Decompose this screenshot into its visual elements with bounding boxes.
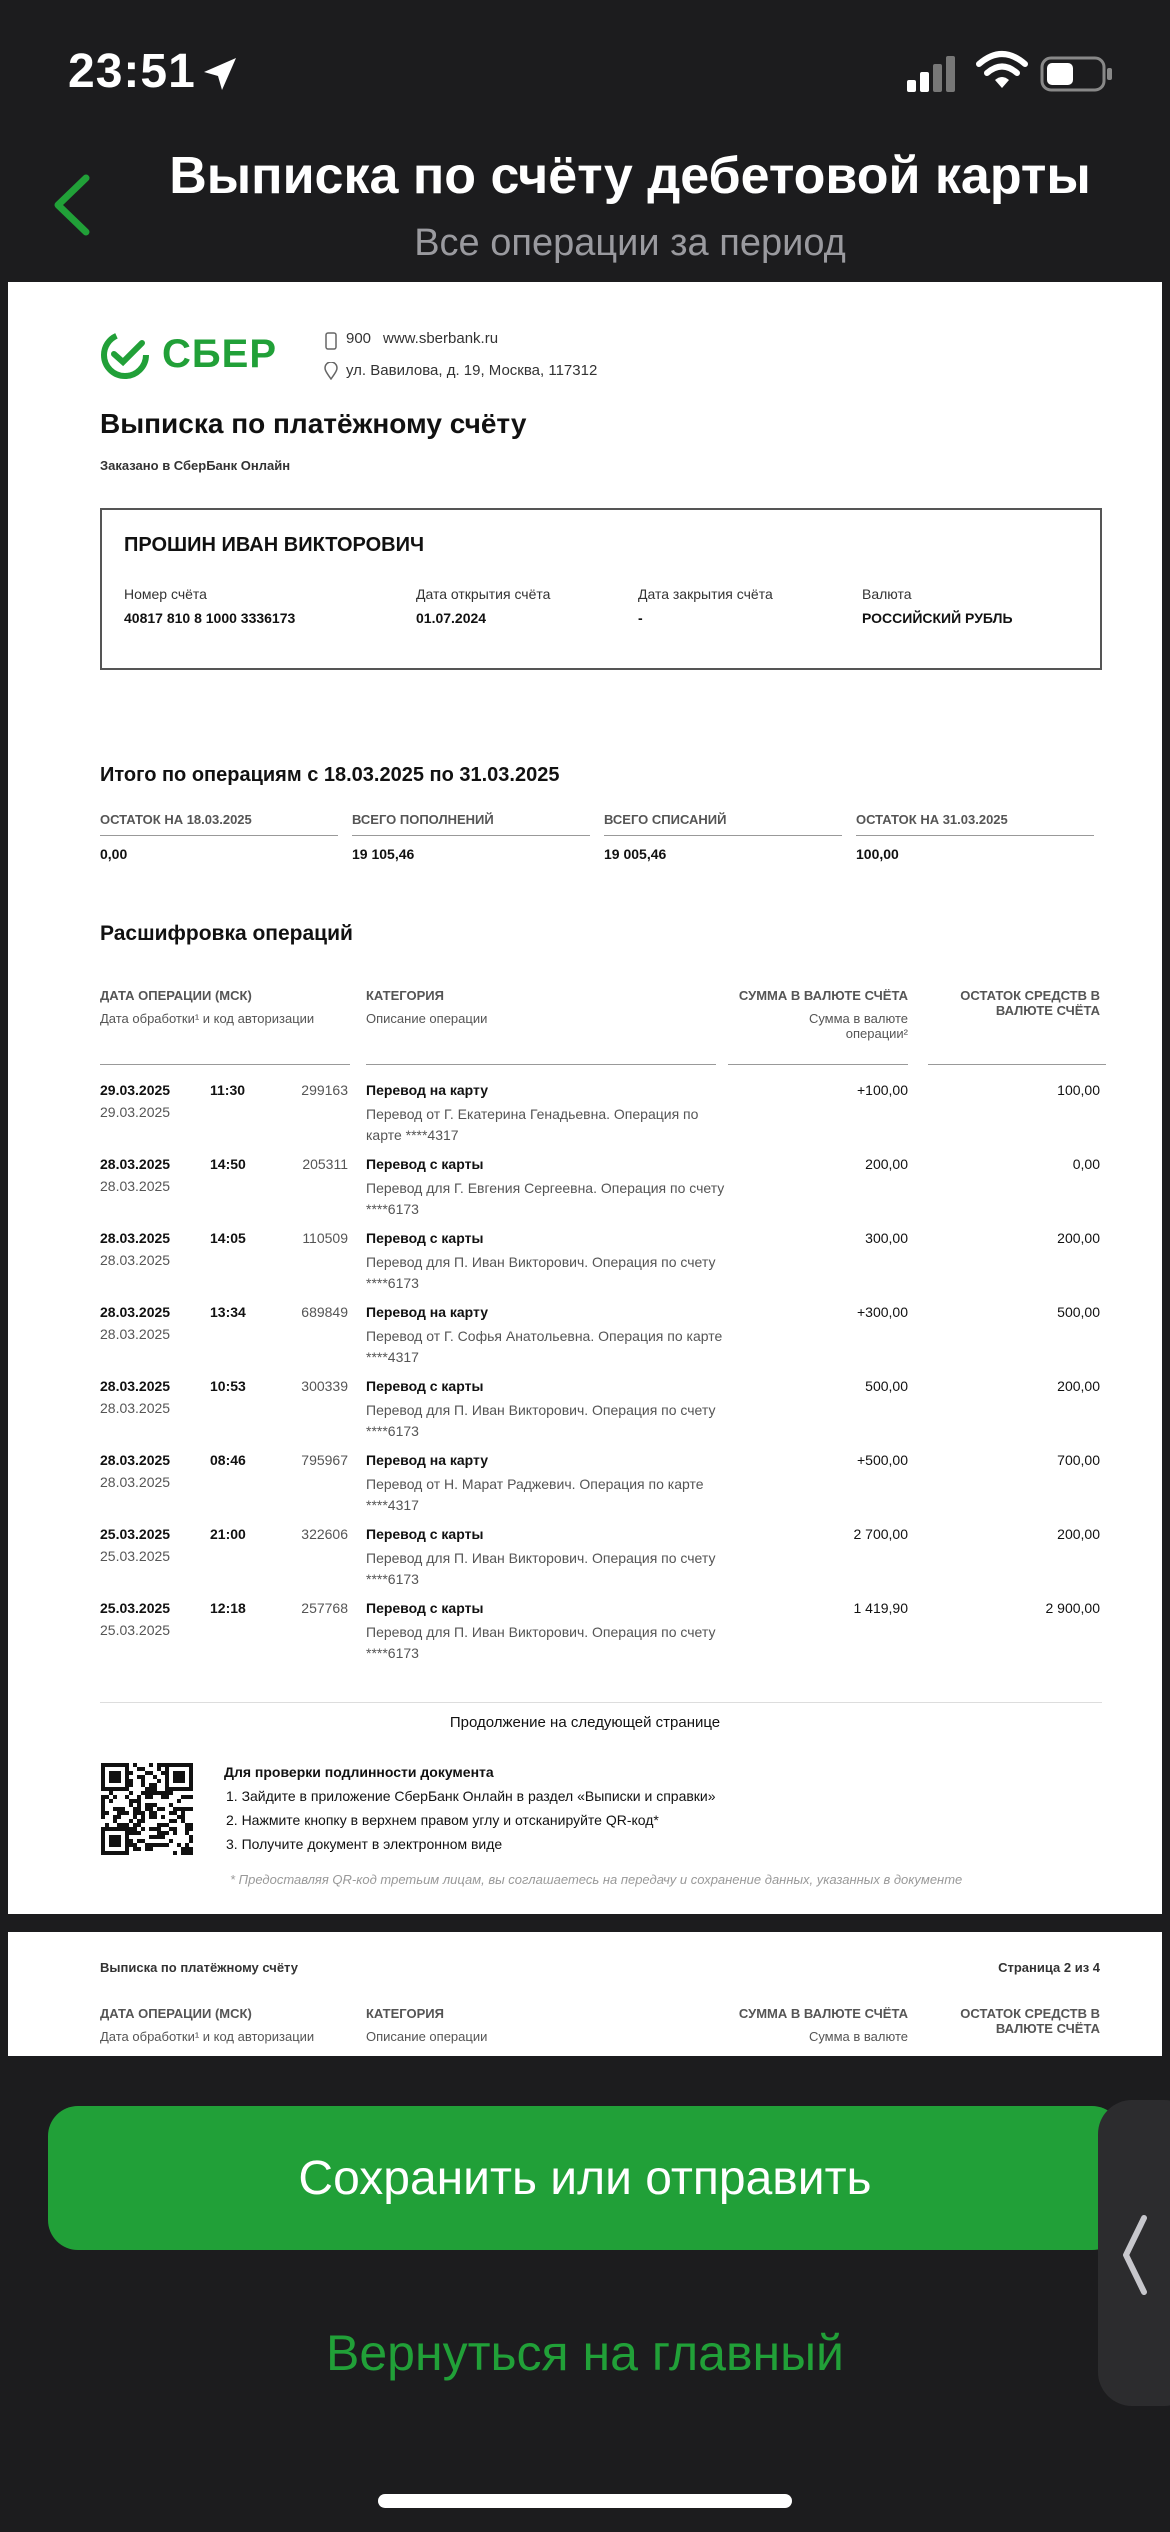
header-balance: ОСТАТОК СРЕДСТВ В ВАЛЮТЕ СЧЁТА	[960, 2006, 1100, 2036]
table-row	[8, 1452, 1162, 1526]
operation-amount: 500,00	[865, 1378, 908, 1394]
operation-category: Перевод на карту	[366, 1304, 489, 1320]
operation-processed-date: 28.03.2025	[100, 1178, 171, 1194]
operation-amount: +500,00	[857, 1452, 908, 1468]
verify-step: 1. Зайдите в приложение СберБанк Онлайн в раздел «Выписки и справки»	[226, 1788, 716, 1804]
operation-description: Перевод для П. Иван Викторович. Операция по счету ****6173	[366, 1624, 716, 1661]
operation-amount: 300,00	[865, 1230, 908, 1246]
operation-description: Перевод для П. Иван Викторович. Операция по счету ****6173	[366, 1550, 716, 1587]
operation-date: 28.03.2025	[100, 1452, 171, 1468]
wifi-icon	[975, 50, 1029, 92]
statement-document-page-2[interactable]	[8, 1932, 1162, 2056]
operation-time: 14:50	[210, 1156, 246, 1172]
battery-icon	[1040, 54, 1114, 94]
operation-processed-date: 29.03.2025	[100, 1104, 171, 1120]
table-row	[8, 1304, 1162, 1378]
operation-date: 28.03.2025	[100, 1378, 171, 1394]
operation-category: Перевод с карты	[366, 1600, 484, 1616]
operation-balance: 500,00	[1057, 1304, 1100, 1320]
table-row	[8, 1378, 1162, 1452]
save-or-send-button[interactable]: Сохранить или отправить	[48, 2106, 1122, 2250]
header-divider	[928, 1064, 1106, 1065]
bank-address: ул. Вавилова, д. 19, Москва, 117312	[346, 362, 598, 379]
operation-date: 28.03.2025	[100, 1304, 171, 1320]
bank-website: www.sberbank.ru	[383, 330, 499, 347]
account-info-box	[100, 508, 1102, 670]
document-title: Выписка по платёжному счёту	[100, 408, 527, 439]
totals-withdrawals: ВСЕГО СПИСАНИЙ 19 005,46	[604, 812, 842, 862]
operation-auth-code: 300339	[301, 1378, 348, 1394]
operation-category: Перевод с карты	[366, 1526, 484, 1542]
totals-title: Итого по операциям с 18.03.2025 по 31.03.2025	[100, 764, 560, 786]
operation-balance: 200,00	[1057, 1230, 1100, 1246]
operation-time: 21:00	[210, 1526, 246, 1542]
operation-category: Перевод на карту	[366, 1082, 489, 1098]
account-open-date: Дата открытия счёта 01.07.2024	[416, 586, 551, 626]
header-category: КАТЕГОРИЯ Описание операции	[366, 2006, 488, 2044]
signal-icon	[905, 54, 961, 94]
operation-balance: 100,00	[1057, 1082, 1100, 1098]
brand-name: СБЕР	[162, 332, 277, 376]
operation-balance: 0,00	[1072, 1156, 1100, 1172]
operation-processed-date: 28.03.2025	[100, 1252, 171, 1268]
page-title: Выписка по счёту дебетовой карты	[169, 147, 1091, 205]
operation-date: 28.03.2025	[100, 1156, 171, 1172]
operation-date: 25.03.2025	[100, 1600, 171, 1616]
operation-auth-code: 205311	[302, 1156, 348, 1172]
operation-description: Перевод для Г. Евгения Сергеевна. Операция по счету ****6173	[366, 1180, 725, 1217]
home-indicator	[378, 2494, 792, 2508]
sber-logo-icon	[100, 330, 150, 380]
verify-note: * Предоставляя QR-код третьим лицам, вы соглашаетесь на передачу и сохранение данных, указанных в документе	[230, 1872, 963, 1887]
continue-notice: Продолжение на следующей странице	[449, 1714, 721, 1731]
divider	[100, 1702, 1102, 1703]
operation-category: Перевод с карты	[366, 1156, 484, 1172]
operation-time: 08:46	[210, 1452, 246, 1468]
operation-amount: 2 700,00	[853, 1526, 908, 1542]
table-row	[8, 1156, 1162, 1230]
document-ordered-via: Заказано в СберБанк Онлайн	[100, 458, 291, 473]
operation-description: Перевод от Н. Марат Раджевич. Операция по карте ****4317	[366, 1476, 704, 1513]
verify-step: 2. Нажмите кнопку в верхнем правом углу и отсканируйте QR-код*	[226, 1812, 659, 1828]
operation-auth-code: 299163	[301, 1082, 348, 1098]
operation-processed-date: 28.03.2025	[100, 1474, 171, 1490]
table-row	[8, 1526, 1162, 1600]
qr-code-icon	[100, 1762, 194, 1856]
verify-title: Для проверки подлинности документа	[224, 1764, 494, 1780]
page2-page-number: Страница 2 из 4	[998, 1960, 1100, 1975]
table-row	[8, 1230, 1162, 1304]
table-row	[8, 1082, 1162, 1156]
status-bar	[0, 0, 1170, 140]
operation-date: 29.03.2025	[100, 1082, 171, 1098]
totals-deposits: ВСЕГО ПОПОЛНЕНИЙ 19 105,46	[352, 812, 590, 862]
totals-closing-balance: ОСТАТОК НА 31.03.2025 100,00	[856, 812, 1094, 862]
operation-amount: +100,00	[857, 1082, 908, 1098]
chevron-left-icon	[1120, 2210, 1150, 2300]
header-date: ДАТА ОПЕРАЦИИ (МСК) Дата обработки¹ и код авторизации	[100, 2006, 315, 2044]
operation-processed-date: 25.03.2025	[100, 1622, 171, 1638]
operation-time: 12:18	[210, 1600, 246, 1616]
location-pin-icon	[324, 362, 338, 380]
operation-balance: 200,00	[1057, 1526, 1100, 1542]
operation-description: Перевод от Г. Софья Анатольевна. Операция по карте ****4317	[366, 1328, 723, 1365]
account-owner: ПРОШИН ИВАН ВИКТОРОВИЧ	[124, 534, 425, 556]
account-number: Номер счёта 40817 810 8 1000 3336173	[124, 586, 296, 626]
account-close-date: Дата закрытия счёта -	[638, 586, 773, 626]
operation-time: 11:30	[210, 1082, 246, 1098]
operation-amount: +300,00	[857, 1304, 908, 1320]
operation-time: 10:53	[210, 1378, 246, 1394]
header-divider	[100, 1064, 350, 1065]
operation-amount: 200,00	[865, 1156, 908, 1172]
totals-opening-balance: ОСТАТОК НА 18.03.2025 0,00	[100, 812, 338, 862]
statement-document[interactable]	[8, 282, 1162, 1914]
operation-amount: 1 419,90	[853, 1600, 908, 1616]
back-to-home-link[interactable]: Вернуться на главный	[326, 2325, 844, 2381]
operation-category: Перевод с карты	[366, 1378, 484, 1394]
header-divider	[366, 1064, 716, 1065]
operation-time: 13:34	[210, 1304, 246, 1320]
bank-phone: 900	[346, 330, 372, 347]
page2-title: Выписка по платёжному счёту	[100, 1960, 298, 1975]
operation-auth-code: 257768	[301, 1600, 348, 1616]
account-currency: Валюта РОССИЙСКИЙ РУБЛЬ	[862, 586, 1013, 626]
page-subtitle: Все операции за период	[414, 222, 846, 264]
operations-title: Расшифровка операций	[100, 922, 353, 945]
location-arrow-icon	[200, 54, 240, 94]
operation-date: 25.03.2025	[100, 1526, 171, 1542]
operation-balance: 700,00	[1057, 1452, 1100, 1468]
operation-description: Перевод от Г. Екатерина Генадьевна. Операция по карте ****4317	[366, 1106, 699, 1143]
operation-auth-code: 110509	[302, 1230, 348, 1246]
operation-auth-code: 795967	[301, 1452, 348, 1468]
operation-balance: 200,00	[1057, 1378, 1100, 1394]
header-amount: СУММА В ВАЛЮТЕ СЧЁТА Сумма в валюте операции²	[738, 988, 908, 1041]
status-time: 23:51	[68, 45, 196, 98]
operation-processed-date: 28.03.2025	[100, 1326, 171, 1342]
operation-category: Перевод на карту	[366, 1452, 489, 1468]
header-amount: СУММА В ВАЛЮТЕ СЧЁТА Сумма в валюте	[738, 2006, 908, 2044]
operation-balance: 2 900,00	[1045, 1600, 1100, 1616]
header-date: ДАТА ОПЕРАЦИИ (МСК) Дата обработки¹ и код авторизации	[100, 988, 315, 1026]
operation-auth-code: 322606	[301, 1526, 348, 1542]
header-balance: ОСТАТОК СРЕДСТВ В ВАЛЮТЕ СЧЁТА	[960, 988, 1100, 1018]
verify-step: 3. Получите документ в электронном виде	[226, 1836, 503, 1852]
operation-processed-date: 28.03.2025	[100, 1400, 171, 1416]
header-divider	[728, 1064, 908, 1065]
operation-date: 28.03.2025	[100, 1230, 171, 1246]
operation-category: Перевод с карты	[366, 1230, 484, 1246]
operation-time: 14:05	[210, 1230, 246, 1246]
table-row	[8, 1600, 1162, 1674]
operation-auth-code: 689849	[301, 1304, 348, 1320]
operation-processed-date: 25.03.2025	[100, 1548, 171, 1564]
operation-description: Перевод для П. Иван Викторович. Операция по счету ****6173	[366, 1402, 716, 1439]
header-category: КАТЕГОРИЯ Описание операции	[366, 988, 488, 1026]
operation-description: Перевод для П. Иван Викторович. Операция по счету ****6173	[366, 1254, 716, 1291]
phone-icon	[324, 332, 338, 350]
